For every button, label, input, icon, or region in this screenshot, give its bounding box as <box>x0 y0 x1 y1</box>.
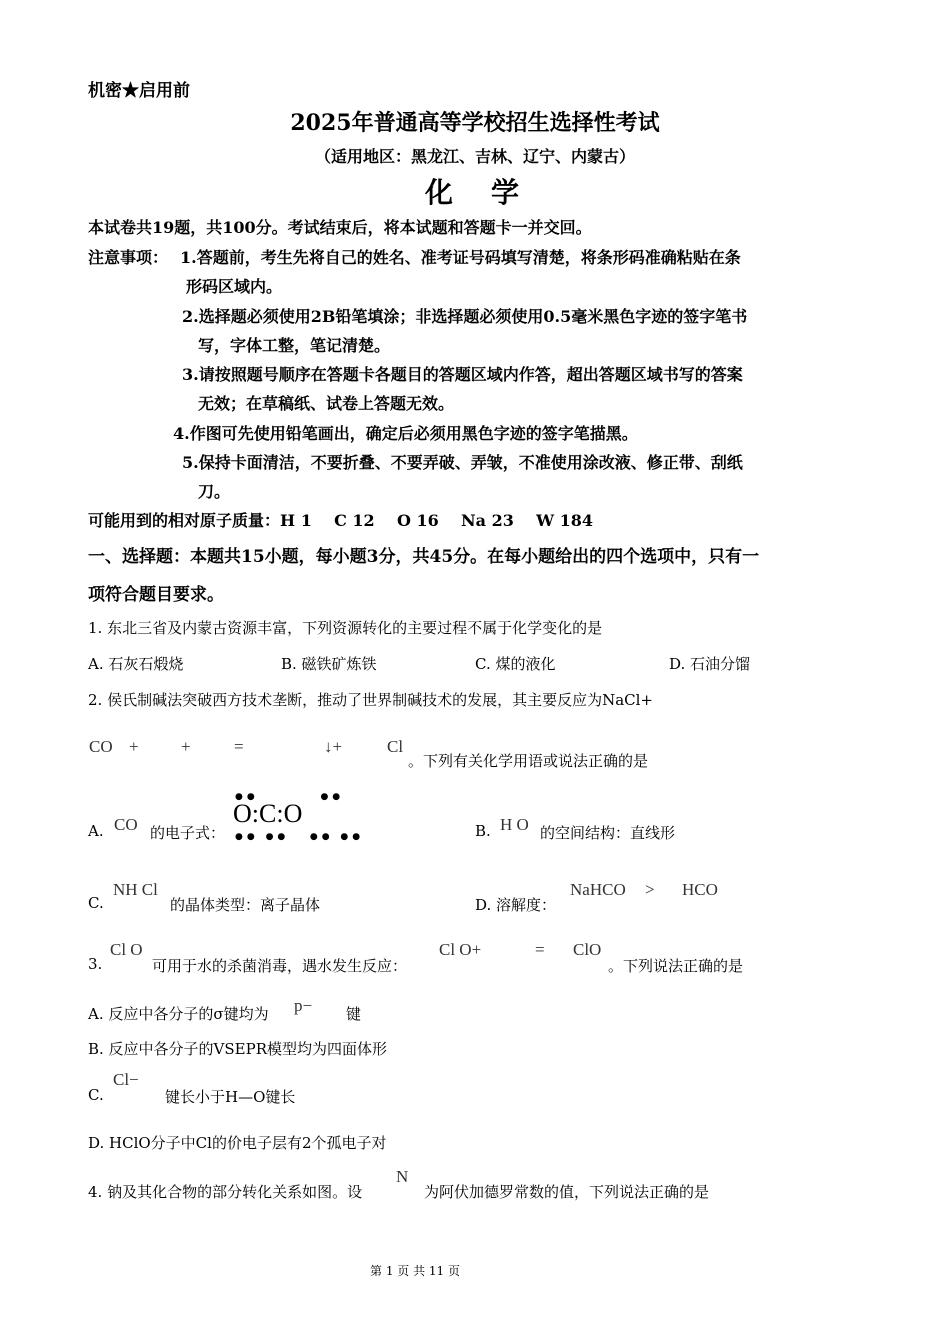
note-1-line-1: 1.答题前，考生先将自己的姓名、准考证号码填写清楚，将条形码准确粘贴在条 <box>180 248 741 267</box>
exam-title: 2025年普通高等学校招生选择性考试 <box>290 110 660 136</box>
question-1-option-d: D. 石油分馏 <box>669 655 751 673</box>
question-3-text: 可用于水的杀菌消毒，遇水发生反应： <box>152 957 408 975</box>
section-1-heading-line-2: 项符合题目要求。 <box>88 585 224 605</box>
q2-option-d-label: D. 溶解度： <box>475 896 557 914</box>
q2-option-b-text: 的空间结构：直线形 <box>540 824 676 842</box>
question-3-number: 3. <box>88 955 103 973</box>
applicable-regions: （适用地区：黑龙江、吉林、辽宁、内蒙古） <box>314 147 635 166</box>
question-1-stem: 1. 东北三省及内蒙古资源丰富，下列资源转化的主要过程不属于化学变化的是 <box>88 619 603 637</box>
note-5-line-1: 5.保持卡面清洁，不要折叠、不要弄破、弄皱，不准使用涂改液、修正带、刮纸 <box>182 453 743 472</box>
q2-option-c-formula: NH Cl <box>113 880 158 899</box>
question-1-option-a: A. 石灰石煅烧 <box>88 655 184 673</box>
q2-option-b-formula: H O <box>500 815 529 834</box>
q2-option-a-label: A. <box>88 822 104 840</box>
q3-equation-product: ClO <box>573 940 602 959</box>
question-1-option-b: B. 磁铁矿炼铁 <box>281 655 377 673</box>
q3-option-a-formula: p− <box>294 996 313 1015</box>
note-4: 4.作图可先使用铅笔画出，确定后必须用黑色字迹的签字笔描黑。 <box>173 424 638 443</box>
q3-option-c-formula: Cl− <box>113 1070 139 1089</box>
note-1-line-2: 形码区域内。 <box>186 277 283 296</box>
q2-option-d-formula-2: HCO <box>682 880 718 899</box>
q3-formula-cl2o: Cl O <box>110 940 143 959</box>
q2-option-d-formula-1: NaHCO <box>570 880 626 899</box>
q3-option-c-text: 键长小于H—O键长 <box>165 1088 296 1106</box>
q3-option-d: D. HClO分子中Cl的价电子层有2个孤电子对 <box>88 1134 387 1152</box>
q2-option-c-label: C. <box>88 894 104 912</box>
section-1-heading-line-1: 一、选择题：本题共15小题，每小题3分，共45分。在每小题给出的四个选项中，只有一 <box>88 547 760 567</box>
subject-title: 化学 <box>425 176 558 209</box>
q2-equation-equals: = <box>234 737 244 756</box>
page-number-footer: 第 1 页 共 11 页 <box>370 1264 460 1278</box>
question-2-stem: 2. 侯氏制碱法突破西方技术垄断，推动了世界制碱技术的发展，其主要反应为NaCl+ <box>88 691 653 709</box>
q2-equation-cl: Cl <box>387 737 404 756</box>
exam-intro: 本试卷共19题，共100分。考试结束后，将本试题和答题卡一并交回。 <box>88 218 592 237</box>
q2-equation-plus-1: + <box>129 737 139 756</box>
q2-option-b-label: B. <box>475 822 491 840</box>
q2-option-a-text: 的电子式： <box>150 824 226 842</box>
co2-electron-dot-formula: O:C:O <box>233 799 303 828</box>
note-3-line-2: 无效；在草稿纸、试卷上答题无效。 <box>198 394 455 413</box>
q3-option-a-text-2: 键 <box>346 1005 362 1023</box>
note-2-line-1: 2.选择题必须使用2B铅笔填涂；非选择题必须使用0.5毫米黑色字迹的签字笔书 <box>182 307 748 326</box>
q2-equation-precipitate-arrow: ↓+ <box>324 737 343 756</box>
question-2-stem-tail: 。下列有关化学用语或说法正确的是 <box>408 752 649 770</box>
q2-equation-co: CO <box>89 737 113 756</box>
note-3-line-1: 3.请按照题号顺序在答题卡各题目的答题区域内作答，超出答题区域书写的答案 <box>182 365 743 384</box>
q4-avogadro-symbol: N <box>396 1167 409 1186</box>
atomic-masses: 可能用到的相对原子质量：H 1 C 12 O 16 Na 23 W 184 <box>88 511 594 530</box>
q3-equation-reactant: Cl O+ <box>439 940 482 959</box>
q2-option-c-text: 的晶体类型：离子晶体 <box>170 896 321 914</box>
co2-electron-dot-structure: ●● ●● O:C:O ●● ●● ●● ●● <box>233 792 365 842</box>
question-4-stem-tail: 为阿伏加德罗常数的值，下列说法正确的是 <box>424 1183 710 1201</box>
note-2-line-2: 写，字体工整，笔记清楚。 <box>198 336 391 355</box>
q2-equation-plus-2: + <box>181 737 191 756</box>
question-4-stem: 4. 钠及其化合物的部分转化关系如图。设 <box>88 1183 363 1201</box>
q2-option-d-greater-than: > <box>645 880 655 899</box>
q2-option-a-formula: CO <box>114 815 138 834</box>
q3-option-c-label: C. <box>88 1086 104 1104</box>
confidential-label: 机密★启用前 <box>88 81 190 101</box>
notes-label: 注意事项： <box>88 248 169 267</box>
note-5-line-2: 刀。 <box>198 482 231 501</box>
q3-option-b: B. 反应中各分子的VSEPR模型均为四面体形 <box>88 1040 388 1058</box>
question-3-tail: 。下列说法正确的是 <box>608 957 744 975</box>
question-1-option-c: C. 煤的液化 <box>475 655 556 673</box>
q3-equation-equals: = <box>535 940 545 959</box>
q3-option-a-text: A. 反应中各分子的σ键均为 <box>88 1005 269 1023</box>
